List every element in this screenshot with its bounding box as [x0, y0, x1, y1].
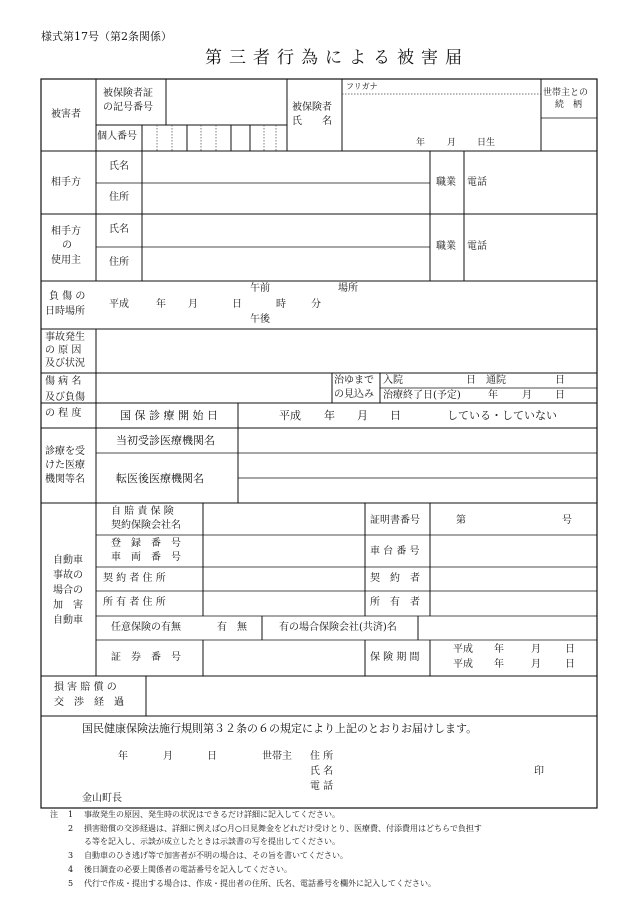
optional-insurance-yes: 有 — [217, 622, 227, 633]
recovery-label: 治ゆまで — [334, 375, 374, 386]
note-number: 5 — [68, 879, 74, 888]
outpatient-day: 日 — [555, 375, 565, 386]
policy-number-label: 証 券 番 号 — [111, 652, 181, 663]
insured-name-label: 被保険者 — [292, 102, 332, 113]
compulsory-insurance-label-2: 契約保険会社名 — [111, 520, 181, 531]
auto-label-4: 加 害 — [53, 600, 83, 611]
injury-minute: 分 — [311, 299, 321, 310]
optional-insurance-label: 任意保険の有無 — [111, 622, 181, 633]
note-text: 代行で作成・提出する場合は、作成・提出者の住所、氏名、電話番号を欄外に記入してください。 — [84, 879, 436, 888]
insured-name-label-2: 氏 名 — [292, 116, 332, 127]
disease-label: 傷 病 名 — [45, 376, 82, 387]
note-number: 1 — [68, 810, 74, 819]
counterparty-occupation-label: 職業 — [436, 177, 456, 188]
householder-address-label: 住 所 — [310, 751, 334, 762]
negotiation-label-2: 交 渉 経 過 — [54, 697, 124, 708]
employer-name-label: 氏名 — [109, 224, 129, 235]
treatment-start-label: 国 保 診 療 開 始 日 — [120, 409, 218, 422]
insurance-period-label: 保 険 期 間 — [370, 652, 420, 663]
accident-label-3: 及び状況 — [45, 358, 85, 369]
injury-hour: 時 — [276, 299, 286, 310]
injury-time-label: 負 傷 の — [49, 291, 86, 302]
recipient: 金山町長 — [82, 793, 122, 804]
note-text: 事故発生の原因、発生時の状況はできるだけ詳細に記入してください。 — [84, 810, 340, 819]
declaration-month: 月 — [163, 751, 173, 762]
injury-am: 午前 — [250, 283, 270, 294]
period-start-year: 年 — [494, 644, 504, 655]
outpatient-label: 通院 — [486, 375, 506, 386]
treatment-status: している・していない — [447, 409, 557, 422]
accident-label-2: の 原 因 — [45, 345, 82, 356]
registration-label-2: 車 両 番 号 — [111, 552, 181, 563]
treatment-start-year: 年 — [324, 409, 335, 422]
furigana-label: フリガナ — [346, 82, 378, 91]
certificate-label: 証明書番号 — [370, 515, 420, 526]
contractor-label: 契 約 者 — [370, 573, 420, 584]
employer-occupation-label: 職業 — [436, 241, 456, 252]
optional-insurance-no: 無 — [237, 622, 247, 633]
insurance-number-label-2: の記号番号 — [103, 102, 153, 113]
treatment-start-month: 月 — [357, 409, 368, 422]
period-end-month: 月 — [531, 659, 541, 670]
medical-label-2: けた医療 — [45, 460, 85, 471]
householder-label: 世帯主 — [262, 751, 292, 762]
owner-label: 所 有 者 — [370, 597, 420, 608]
medical-label: 診療を受 — [45, 446, 85, 457]
note-number: 3 — [68, 851, 74, 860]
auto-label-3: 場合の — [53, 585, 83, 596]
employer-label-2: の — [62, 240, 72, 251]
counterparty-label: 相手方 — [51, 177, 81, 188]
counterparty-address-label: 住所 — [109, 192, 129, 203]
insurance-number-label: 被保険者証 — [103, 88, 153, 99]
employer-phone-label: 電話 — [467, 241, 487, 252]
period-end-year: 年 — [494, 659, 504, 670]
auto-label-2: 事故の — [53, 570, 83, 581]
employer-label-3: 使用主 — [51, 255, 81, 266]
negotiation-label: 損 害 賠 償 の — [54, 682, 117, 693]
form-number: 様式第17号（第2条関係） — [41, 30, 172, 43]
period-end-day: 日 — [565, 659, 575, 670]
auto-label-5: 自動車 — [53, 615, 83, 626]
note-text: る等を記入し、示談が成立したときは示談書の写を提出してください。 — [84, 837, 340, 846]
injury-era: 平成 — [109, 299, 129, 310]
treatment-start-day: 日 — [390, 409, 401, 422]
accident-label: 事故発生 — [45, 332, 85, 343]
employer-address-label: 住所 — [109, 257, 129, 268]
note-text: 損害賠償の交渉経過は、詳細に例えば○月○日見舞金をどれだけ受けとり、医療費、付添費用はどちらで負担す — [84, 824, 482, 833]
optional-insurance-company-label: 有の場合保険会社(共済)名 — [279, 622, 397, 633]
victim-label: 被害者 — [51, 109, 81, 120]
registration-label: 登 録 番 号 — [111, 538, 181, 549]
initial-institution-label: 当初受診医療機関名 — [116, 434, 215, 447]
treatment-end-year: 年 — [488, 390, 498, 401]
disease-label-2: 及び負傷 — [45, 392, 85, 403]
birth-day: 日生 — [477, 138, 496, 148]
declaration-year: 年 — [118, 751, 128, 762]
hospital-admission-day: 日 — [466, 375, 476, 386]
hospital-admission-label: 入院 — [383, 375, 403, 386]
certificate-suffix: 号 — [562, 515, 572, 526]
treatment-end-day: 日 — [555, 390, 565, 401]
declaration-day: 日 — [207, 751, 217, 762]
personal-number-label: 個人番号 — [97, 131, 137, 142]
transfer-institution-label: 転医後医療機関名 — [116, 472, 204, 485]
note-number: 2 — [68, 824, 74, 833]
treatment-start-era: 平成 — [279, 409, 301, 422]
recovery-label-2: の見込み — [334, 389, 374, 400]
certificate-prefix: 第 — [456, 515, 466, 526]
householder-name-label: 氏 名 — [310, 766, 334, 777]
counterparty-name-label: 氏名 — [109, 161, 129, 172]
declaration-text: 国民健康保険法施行規則第３２条の６の規定により上記のとおりお届けします。 — [82, 722, 478, 735]
injury-month: 月 — [188, 299, 198, 310]
injury-pm: 午後 — [250, 314, 270, 325]
period-start-day: 日 — [565, 644, 575, 655]
note-text: 自動車のひき逃げ等で加害者が不明の場合は、その旨を書いてください。 — [84, 851, 348, 860]
injury-year: 年 — [156, 299, 166, 310]
contractor-address-label: 契 約 者 住 所 — [103, 573, 166, 584]
chassis-label: 車 台 番 号 — [370, 546, 420, 557]
disease-label-3: の 程 度 — [45, 408, 82, 419]
counterparty-phone-label: 電話 — [467, 177, 487, 188]
seal-mark: 印 — [534, 766, 544, 777]
injury-place-label: 場所 — [338, 283, 358, 294]
birth-month: 月 — [447, 138, 457, 148]
auto-label: 自動車 — [53, 555, 83, 566]
treatment-end-month: 月 — [522, 390, 532, 401]
relation-label: 世帯主との — [543, 88, 589, 98]
birth-year: 年 — [416, 138, 426, 148]
note-text: 後日調査の必要上関係者の電話番号を記入してください。 — [84, 865, 292, 874]
period-start-month: 月 — [531, 644, 541, 655]
medical-label-3: 機関等名 — [45, 474, 85, 485]
householder-phone-label: 電 話 — [310, 781, 334, 792]
note-number: 4 — [68, 865, 74, 874]
notes-label: 注 — [50, 810, 58, 819]
relation-label-2: 続 柄 — [555, 100, 583, 110]
page-title: 第三者行為による被害届 — [205, 48, 469, 68]
period-start-era: 平成 — [453, 644, 473, 655]
treatment-end-label: 治療終了日(予定) — [383, 390, 461, 401]
employer-label: 相手方 — [51, 226, 81, 237]
injury-time-label-2: 日時場所 — [45, 306, 85, 317]
injury-day: 日 — [232, 299, 242, 310]
owner-address-label: 所 有 者 住 所 — [103, 597, 166, 608]
compulsory-insurance-label: 自 賠 責 保 険 — [111, 506, 174, 517]
period-end-era: 平成 — [453, 659, 473, 670]
